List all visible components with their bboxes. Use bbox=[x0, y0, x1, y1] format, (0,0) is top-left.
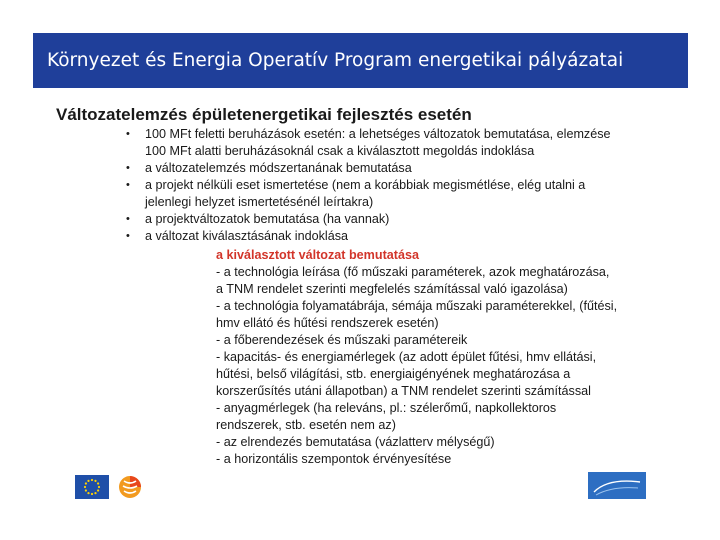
detail-line: - a főberendezések és műszaki paramétereik bbox=[216, 333, 468, 347]
bullet-list bbox=[126, 126, 706, 245]
detail-line: rendszerek, stb. esetén nem az) bbox=[216, 418, 396, 432]
list-item bbox=[126, 177, 706, 211]
list-item-text: a projekt nélküli eset ismertetése (nem a korábbiak megismétlése, elég utalni a bbox=[145, 178, 586, 192]
list-item bbox=[126, 160, 706, 177]
detail-line: - az elrendezés bemutatása (vázlatterv mélységű) bbox=[216, 435, 495, 449]
list-item-text: a változatelemzés módszertanának bemutatása bbox=[145, 161, 412, 175]
list-item-text: jelenlegi helyzet ismertetésénél leírtakra) bbox=[145, 195, 374, 209]
detail-line: korszerűsítés utáni állapotban) a TNM rendelet szerinti számítással bbox=[216, 384, 591, 398]
section-subtitle: Változatelemzés épületenergetikai fejlesztés esetén bbox=[56, 105, 472, 124]
detail-line: hmv ellátó és hűtési rendszerek esetén) bbox=[216, 316, 439, 330]
detail-line: - a horizontális szempontok érvényesítése bbox=[216, 452, 452, 466]
detail-line: - anyagmérlegek (ha releváns, pl.: szélerőmű, napkollektoros bbox=[216, 401, 557, 415]
detail-line: - a technológia folyamatábrája, sémája műszaki paraméterekkel, (fűtési, bbox=[216, 299, 618, 313]
sun-logo-icon bbox=[118, 473, 142, 501]
detail-heading: a kiválasztott változat bemutatása bbox=[216, 248, 419, 262]
list-item-text: a projektváltozatok bemutatása (ha vannak) bbox=[145, 212, 390, 226]
selected-variant-detail bbox=[216, 247, 696, 468]
list-item bbox=[126, 228, 706, 245]
uj-magyarorszag-logo-icon bbox=[588, 472, 646, 499]
list-item bbox=[126, 211, 706, 228]
page-title: Környezet és Energia Operatív Program energetikai pályázatai bbox=[33, 33, 688, 88]
detail-line: - a technológia leírása (fő műszaki paraméterek, azok meghatározása, bbox=[216, 265, 610, 279]
list-item-text: 100 MFt alatti beruházásoknál csak a kiválasztott megoldás indoklása bbox=[145, 144, 535, 158]
list-item bbox=[126, 126, 706, 160]
eu-flag-icon bbox=[75, 475, 109, 499]
detail-line: - kapacitás- és energiamérlegek (az adott épület fűtési, hmv ellátási, bbox=[216, 350, 597, 364]
detail-line: a TNM rendelet szerinti megfelelés számítással való igazolása) bbox=[216, 282, 568, 296]
list-item-text: 100 MFt feletti beruházások esetén: a lehetséges változatok bemutatása, elemzése bbox=[145, 127, 611, 141]
detail-line: hűtési, belső világítási, stb. energiaigényének meghatározása a bbox=[216, 367, 571, 381]
list-item-text: a változat kiválasztásának indoklása bbox=[145, 229, 349, 243]
